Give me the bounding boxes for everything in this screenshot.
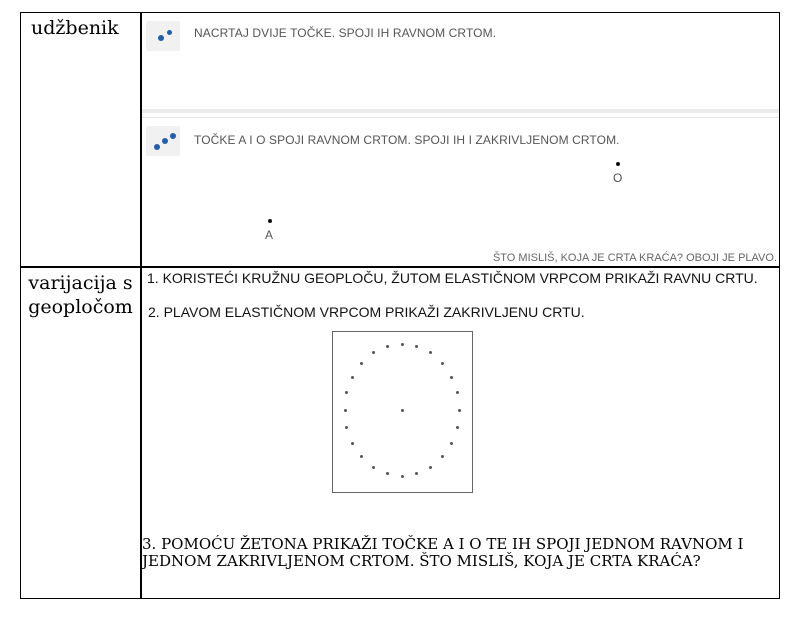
geoboard-peg bbox=[360, 455, 363, 458]
geoboard-peg bbox=[345, 391, 348, 394]
geoboard-peg bbox=[456, 426, 459, 429]
geoboard-peg bbox=[415, 345, 418, 348]
geoboard-peg bbox=[345, 426, 348, 429]
geoboard-peg bbox=[415, 472, 418, 475]
geoboard-peg bbox=[372, 466, 375, 469]
two-dots-logo-icon bbox=[146, 21, 180, 51]
geoboard-peg bbox=[386, 345, 389, 348]
geoboard-peg bbox=[351, 442, 354, 445]
question-text: ŠTO MISLIŠ, KOJA JE CRTA KRAĆA? OBOJI JE PLAVO. bbox=[492, 252, 777, 264]
geoboard-peg bbox=[441, 455, 444, 458]
comparison-table bbox=[20, 12, 780, 599]
geoboard-peg bbox=[456, 391, 459, 394]
geoboard-peg bbox=[401, 343, 404, 346]
textbook-panel-2 bbox=[142, 117, 779, 266]
geoboard-peg bbox=[372, 351, 375, 354]
point-a-dot bbox=[268, 219, 272, 223]
point-o-dot bbox=[616, 162, 620, 166]
row-label-udzbenik: udžbenik bbox=[31, 17, 119, 39]
geoboard-peg bbox=[401, 475, 404, 478]
task-3-text: 3. POMOĆU ŽETONA PRIKAŽI TOČKE A I O TE IH SPOJI JEDNOM RAVNOM I JEDNOM ZAKRIVLJENOM CRTOM. ŠTO MISLIŠ, KOJA JE CRTA KRAĆA? bbox=[142, 535, 744, 570]
circular-geoboard bbox=[332, 331, 473, 493]
task-2-text: 2. PLAVOM ELASTIČNOM VRPCOM PRIKAŽI ZAKRIVLJENU CRTU. bbox=[148, 304, 585, 320]
geoboard-center-peg bbox=[401, 409, 404, 412]
geoboard-peg bbox=[441, 362, 444, 365]
geoboard-peg bbox=[450, 442, 453, 445]
geoboard-peg bbox=[450, 376, 453, 379]
geoboard-peg bbox=[360, 362, 363, 365]
three-dots-logo-icon bbox=[146, 126, 180, 156]
task-1-text: 1. KORISTEĆI KRUŽNU GEOPLOČU, ŽUTOM ELASTIČNOM VRPCOM PRIKAŽI RAVNU CRTU. bbox=[147, 270, 758, 286]
textbook-panel-1 bbox=[142, 13, 779, 113]
geoboard-peg bbox=[351, 376, 354, 379]
point-o-label: O bbox=[613, 171, 623, 185]
geoboard-peg bbox=[429, 466, 432, 469]
geoboard-peg bbox=[458, 409, 461, 412]
geoboard-peg bbox=[344, 409, 347, 412]
geoboard-peg bbox=[429, 351, 432, 354]
instruction-text: NACRTAJ DVIJE TOČKE. SPOJI IH RAVNOM CRTOM. bbox=[194, 26, 497, 40]
row-divider bbox=[21, 266, 779, 268]
instruction-text: TOČKE A I O SPOJI RAVNOM CRTOM. SPOJI IH I ZAKRIVLJENOM CRTOM. bbox=[194, 133, 620, 147]
row-label-variation: varijacija s geopločom bbox=[28, 272, 133, 318]
geoboard-peg bbox=[386, 472, 389, 475]
point-a-label: A bbox=[265, 228, 274, 242]
